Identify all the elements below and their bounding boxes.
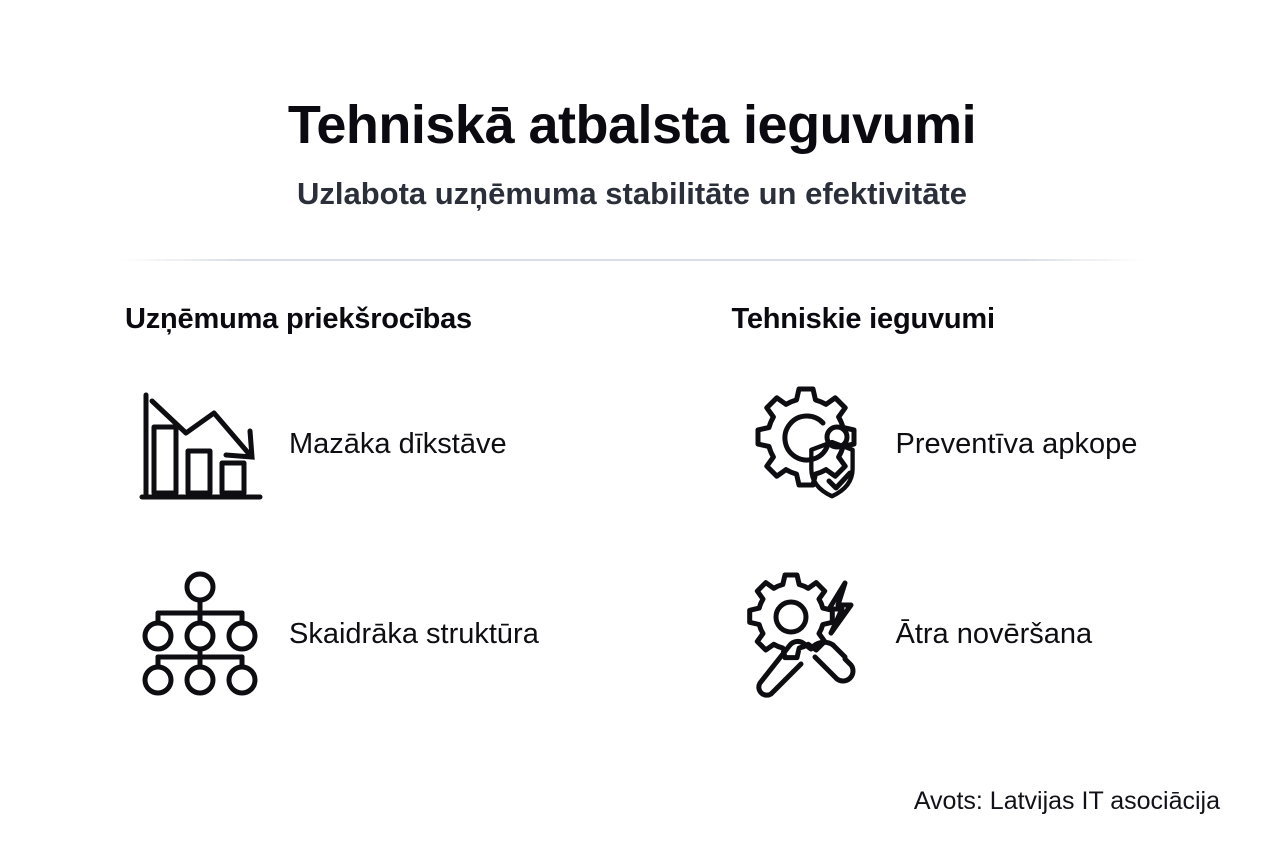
- columns-container: [0, 303, 1264, 750]
- column-business-benefits: [125, 303, 650, 750]
- page-subtitle: Uzlabota uzņēmuma stabilitāte un efektivitāte: [296, 176, 968, 212]
- column-heading: Uzņēmuma priekšrocības: [125, 302, 472, 335]
- source-note: Avots: Latvijas IT asociācija: [913, 787, 1220, 815]
- gear-shield-check-icon: [732, 370, 882, 520]
- list-item: [125, 370, 650, 520]
- list-item: [732, 560, 1175, 710]
- list-item-label: Mazāka dīkstāve: [289, 428, 507, 461]
- list-item: [125, 560, 650, 710]
- declining-bar-chart-icon: [125, 370, 275, 520]
- column-technical-benefits: [650, 303, 1175, 750]
- gear-wrench-lightning-icon: [732, 560, 882, 710]
- org-chart-hierarchy-icon: [125, 560, 275, 710]
- list-item-label: Ātra novēršana: [895, 618, 1093, 651]
- list-item-label: Skaidrāka struktūra: [289, 618, 539, 651]
- header-divider: [120, 259, 1144, 261]
- column-heading: Tehniskie ieguvumi: [731, 302, 995, 335]
- page-title: Tehniskā atbalsta ieguvumi: [287, 95, 977, 155]
- list-item: [732, 370, 1175, 520]
- header: [0, 0, 1264, 213]
- list-item-label: Preventīva apkope: [895, 428, 1138, 461]
